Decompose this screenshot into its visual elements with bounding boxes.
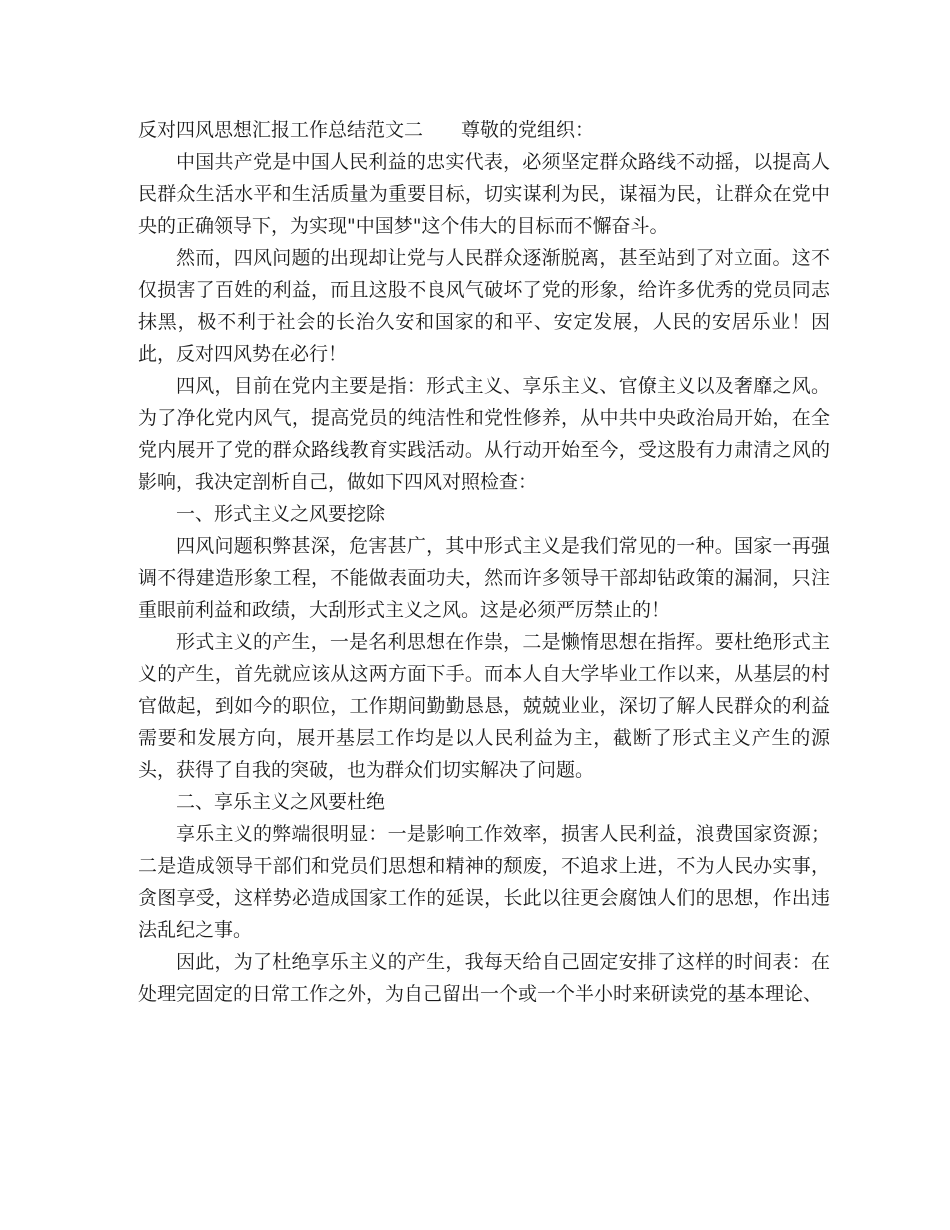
paragraph-hedonism-plan: 因此，为了杜绝享乐主义的产生，我每天给自己固定安排了这样的时间表：在处理完固定的日常工作之外，为自己留出一个或一个半小时来研读党的基本理论、 <box>138 951 830 1005</box>
paragraph-four-winds: 四风，目前在党内主要是指：形式主义、享乐主义、官僚主义以及奢靡之风。为了净化党内风气，提高党员的纯洁性和党性修养，从中共中央政治局开始，在全党内展开了党的群众路线教育实践活动。从行动开始至今，受这股有力肃清之风的影响，我决定剖析自己，做如下四风对照检查： <box>138 375 830 493</box>
paragraph-problem: 然而，四风问题的出现却让党与人民群众逐渐脱离，甚至站到了对立面。这不仅损害了百姓的利益，而且这股不良风气破坏了党的形象，给许多优秀的党员同志抹黑，极不利于社会的长治久安和国家的和平、安定发展，人民的安居乐业！因此，反对四风势在必行！ <box>138 247 830 365</box>
section-heading-hedonism: 二、享乐主义之风要杜绝 <box>176 791 386 813</box>
section-heading-formalism: 一、形式主义之风要挖除 <box>176 503 386 525</box>
paragraph-formalism-harm: 四风问题积弊甚深，危害甚广，其中形式主义是我们常见的一种。国家一再强调不得建造形象工程，不能做表面功夫，然而许多领导干部却钻政策的漏洞，只注重眼前利益和政绩，大刮形式主义之风。这是必须严厉禁止的！ <box>138 535 830 621</box>
salutation: 尊敬的党组织： <box>461 119 595 141</box>
paragraph-intro: 中国共产党是中国人民利益的忠实代表，必须坚定群众路线不动摇，以提高人民群众生活水平和生活质量为重要目标，切实谋利为民，谋福为民，让群众在党中央的正确领导下，为实现"中国梦"这个伟大的目标而不懈奋斗。 <box>138 151 830 237</box>
paragraph-hedonism-harm: 享乐主义的弊端很明显：一是影响工作效率，损害人民利益，浪费国家资源；二是造成领导干部们和党员们思想和精神的颓废，不追求上进，不为人民办实事，贪图享受，这样势必造成国家工作的延误，长此以往更会腐蚀人们的思想，作出违法乱纪之事。 <box>138 823 830 941</box>
document-page <box>138 114 830 1010</box>
paragraph-formalism-origin: 形式主义的产生，一是名利思想在作祟，二是懒惰思想在指挥。要杜绝形式主义的产生，首先就应该从这两方面下手。而本人自大学毕业工作以来，从基层的村官做起，到如今的职位，工作期间勤勤恳恳，兢兢业业，深切了解人民群众的利益需要和发展方向，展开基层工作均是以人民利益为主，截断了形式主义产生的源头，获得了自我的突破，也为群众们切实解决了问题。 <box>138 631 830 781</box>
document-title: 反对四风思想汇报工作总结范文二 <box>138 119 424 141</box>
title-line <box>138 114 830 146</box>
